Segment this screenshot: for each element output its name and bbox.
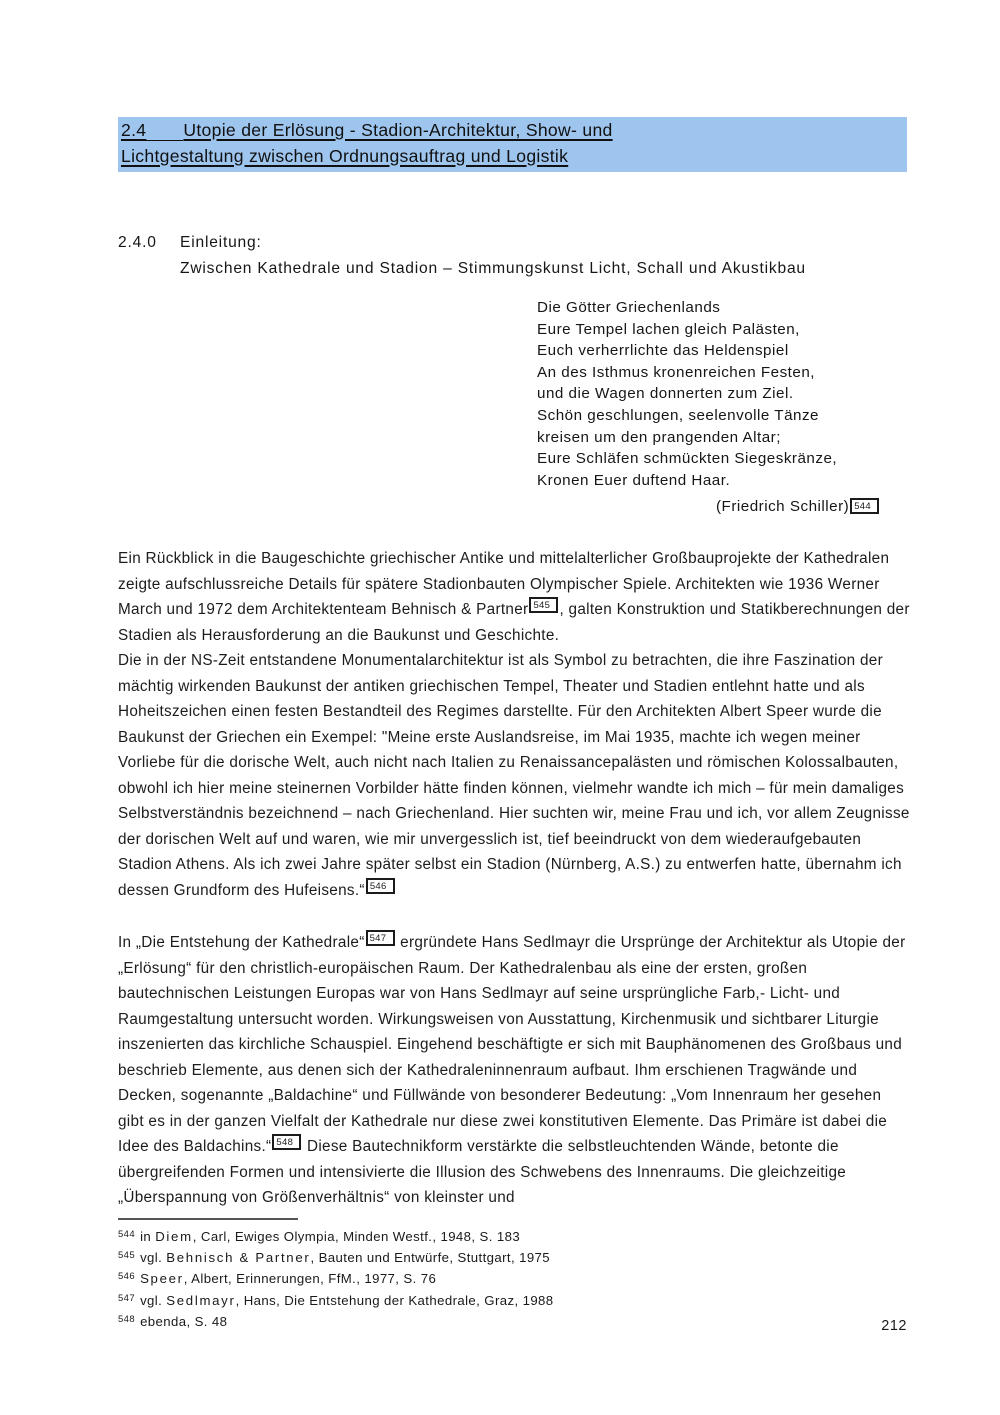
footnote-item <box>118 1248 858 1269</box>
footnote-item <box>118 1269 858 1290</box>
poem-line: Die Götter Griechenlands <box>537 299 721 316</box>
heading-title-line1: Utopie der Erlösung - Stadion-Architektur, Show- und <box>183 120 613 140</box>
poem-line: Eure Schläfen schmückten Siegeskränze, <box>537 450 838 468</box>
footnote-ref-546: 546 <box>366 878 395 894</box>
poem-quote <box>537 297 837 491</box>
attribution-text: (Friedrich Schiller) <box>716 498 850 515</box>
paragraph-2 <box>118 648 910 903</box>
poem-line: Eure Tempel lachen gleich Palästen, <box>537 320 800 338</box>
poem-line: Kronen Euer duftend Haar. <box>537 471 731 489</box>
footnote-ref-548: 548 <box>272 1134 301 1150</box>
poem-attribution <box>716 498 880 515</box>
page-number: 212 <box>881 1318 907 1334</box>
footnote-item <box>118 1227 858 1248</box>
footnote-item <box>118 1312 858 1333</box>
poem-line: An des Isthmus kronenreichen Festen, <box>537 363 816 381</box>
footnote-pre: in <box>140 1229 156 1244</box>
footnote-number: 547 <box>118 1292 136 1304</box>
section-heading <box>118 117 907 172</box>
poem-line: Schön geschlungen, seelenvolle Tänze <box>537 406 820 424</box>
footnote-rest: , Bauten und Entwürfe, Stuttgart, 1975 <box>310 1250 551 1266</box>
footnote-ref-545: 545 <box>529 597 558 613</box>
footnote-name: Diem <box>155 1229 193 1244</box>
footnote-rest: , Carl, Ewiges Olympia, Minden Westf., 1948, S. 183 <box>192 1229 521 1244</box>
footnote-name: Speer <box>140 1271 184 1287</box>
footnote-name: Sedlmayr <box>166 1292 236 1308</box>
footnote-name: Behnisch & Partner <box>166 1250 311 1266</box>
body-text-segment: Ein Rückblick in die Baugeschichte griechischer Antike und mittelalterlicher Großbauprojekte der Kathedralen zeigte aufschlussreiche Details für spätere Stadionbauten Olympischer Spiele. Architekten wie 1936 Werner March und 1972 dem Architektenteam Behnisch & Partner <box>118 550 890 618</box>
paragraph-3 <box>118 930 910 1211</box>
body-text-segment: ergründete Hans Sedlmayr die Ursprünge der Architektur als Utopie der „Erlösung“ für den christlich-europäischen Raum. Der Kathedralenbau als eine der ersten, großen bautechnischen Leistungen Europas war von Hans Sedlmayr auf seine ursprüngliche Farb,- Licht- und Raumgestaltung untersucht worden. Wirkungsweisen von Ausstattung, Kirchenmusik und sichtbarer Liturgie inszenierten das kirchliche Schauspiel. Eingehend beschäftigte er sich mit Bauphänomenen des Großbaus und beschrieb Elemente, aus denen sich der Kathedraleninnenraum aufbaut. Ihm erschienen Tragwände und Decken, sogenannte „Baldachine“ und Füllwände von besonderer Bedeutung: „Vom Innenraum her gesehen gibt es in der ganzen Vielfalt der Kathedrale nur diese zwei konstitutiven Elemente. Das Primäre ist dabei die Idee des Baldachins.“ <box>118 934 906 1155</box>
body-text-segment: , galten Konstruktion und Statikberechnungen der Stadien als Herausforderung an die Baukunst und Geschichte. <box>118 601 910 644</box>
subsection-subtitle: Zwischen Kathedrale und Stadion – Stimmungskunst Licht, Schall und Akustikbau <box>180 260 806 277</box>
subsection-heading-line1 <box>118 230 907 256</box>
poem-line: Euch verherrlichte das Heldenspiel <box>537 342 789 360</box>
footnote-number: 548 <box>118 1313 136 1325</box>
footnote-ref-547: 547 <box>366 930 395 946</box>
heading-line-2 <box>118 144 907 170</box>
heading-number: 2.4 <box>121 120 147 140</box>
footnotes-section <box>118 1218 858 1333</box>
subsection-label: Einleitung: <box>180 234 262 251</box>
body-text-segment: Diese Bautechnikform verstärkte die selbstleuchtenden Wände, betonte die übergreifenden Formen und intensivierte die Illusion des Schwebens des Innenraums. Die gleichzeitige „Überspannung von Größenverhältnis“ von kleinster und <box>118 1138 847 1206</box>
poem-line: kreisen um den prangenden Altar; <box>537 428 781 446</box>
footnote-rest: , Hans, Die Entstehung der Kathedrale, Graz, 1988 <box>235 1292 554 1308</box>
heading-line-1 <box>118 118 907 144</box>
body-text-segment: Die in der NS-Zeit entstandene Monumentalarchitektur ist als Symbol zu betrachten, die ihre Faszination der mächtig wirkenden Baukunst der antiken griechischen Tempel, Theater und Stadien entlehnt hatte und als Hoheitszeichen einen festen Bestandteil des Regimes darstellte. Für den Architekten Albert Speer wurde die Baukunst der Griechen ein Exempel: "Meine erste Auslandsreise, im Mai 1935, machte ich wegen meiner Vorliebe für die dorische Welt, auch nicht nach Italien zu Renaissancepalästen und römischen Kolossalbauten, obwohl ich hier meine steinernen Vorbilder hätte finden können, vielmehr wandte ich mich – für mein damaliges Selbstverständnis bezeichnend – nach Griechenland. Hier suchten wir, meine Frau und ich, vor allem Zeugnisse der dorischen Welt auf und waren, wie mir unvergesslich ist, tief beeindruckt von dem wiederaufgebauten Stadion Athens. Als ich zwei Jahre später selbst ein Stadion (Nürnberg, A.S.) zu entwerfen hatte, übernahm ich dessen Grundform des Hufeisens.“ <box>118 652 910 899</box>
body-text <box>118 546 910 1211</box>
heading-title-line2: Lichtgestaltung zwischen Ordnungsauftrag und Logistik <box>121 145 569 166</box>
footnote-rest: , Albert, Erinnerungen, FfM., 1977, S. 76 <box>183 1271 437 1287</box>
paragraph-1 <box>118 546 910 648</box>
subsection-number: 2.4.0 <box>118 234 157 251</box>
footnote-separator <box>118 1218 298 1220</box>
footnote-number: 546 <box>118 1271 136 1283</box>
poem-line: und die Wagen donnerten zum Ziel. <box>537 385 794 403</box>
footnote-pre: vgl. <box>140 1292 167 1308</box>
subsection-heading <box>118 230 907 282</box>
footnote-number: 544 <box>118 1229 136 1240</box>
footnote-rest: ebenda, S. 48 <box>140 1313 228 1329</box>
footnote-ref-544: 544 <box>850 498 879 514</box>
footnote-pre: vgl. <box>140 1250 167 1266</box>
heading-tab-gap <box>146 124 183 141</box>
footnote-number: 545 <box>118 1250 136 1262</box>
body-text-segment: In „Die Entstehung der Kathedrale“ <box>118 934 365 951</box>
footnote-item <box>118 1291 858 1312</box>
